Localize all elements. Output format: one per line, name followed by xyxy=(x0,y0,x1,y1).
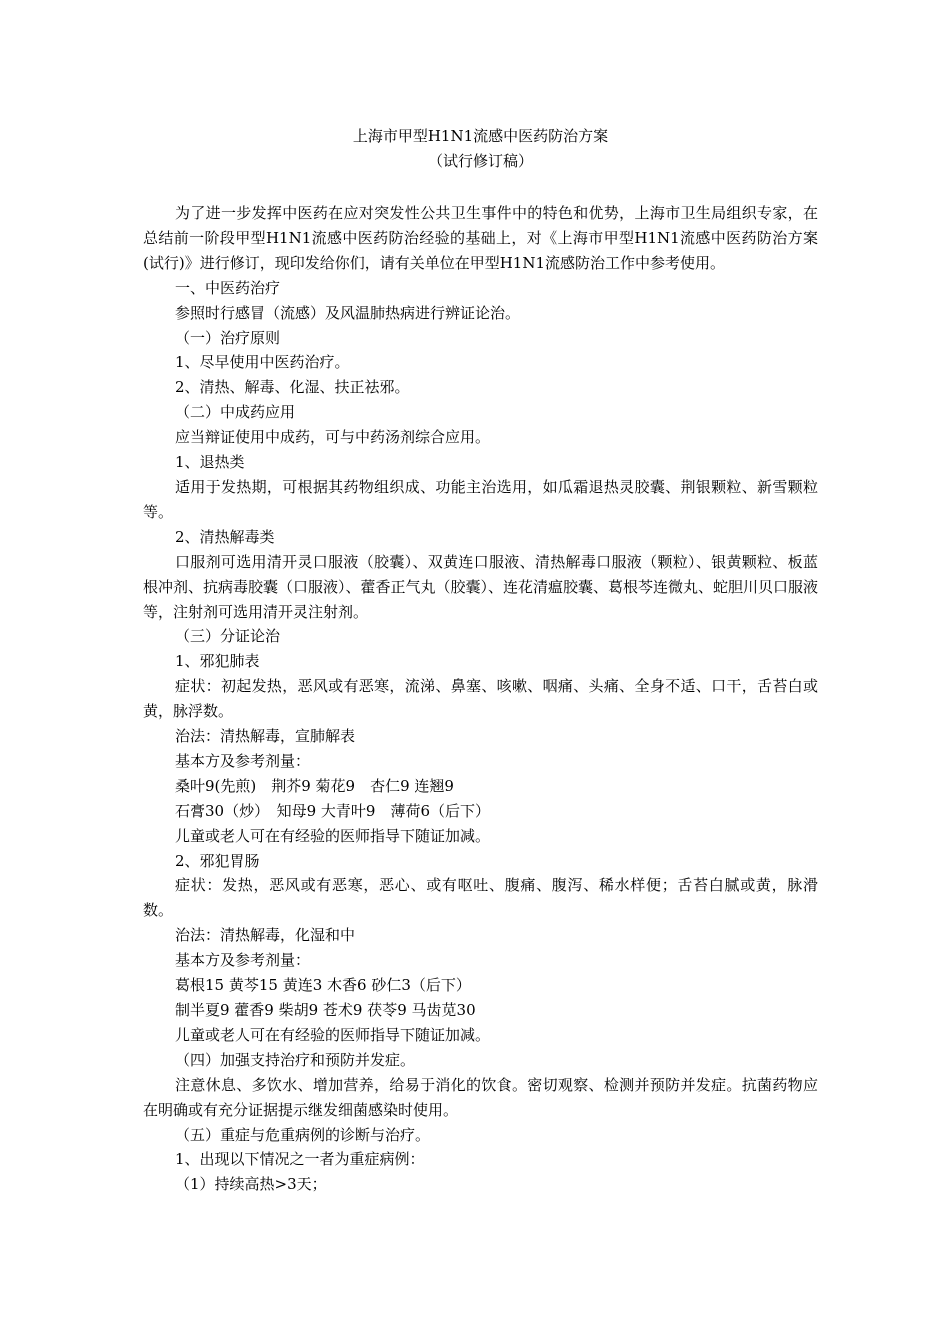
paragraph: 儿童或老人可在有经验的医师指导下随证加减。 xyxy=(175,1025,491,1044)
list-item: 1、退热类 xyxy=(175,453,245,472)
subsection-heading: （三）分证论治 xyxy=(175,627,281,646)
document-title: 上海市甲型H1N1流感中医药防治方案 xyxy=(352,127,609,145)
paragraph: 注意休息、多饮水、增加营养，给易于消化的饮食。密切观察、检测并预防并发症。抗菌药物应在明确或有充分证据提示继发细菌感染时使用。 xyxy=(143,1075,818,1119)
paragraph: 儿童或老人可在有经验的医师指导下随证加减。 xyxy=(175,826,491,845)
prescription-line: 桑叶9(先煎) 荆芥9 菊花9 杏仁9 连翘9 xyxy=(175,776,454,795)
list-item: 2、清热解毒类 xyxy=(175,527,275,546)
list-item: （1）持续高热>3天； xyxy=(175,1175,327,1194)
paragraph: 基本方及参考剂量： xyxy=(175,951,311,970)
prescription-line: 石膏30（炒） 知母9 大青叶9 薄荷6（后下） xyxy=(175,801,490,820)
paragraph: 症状：初起发热，恶风或有恶寒，流涕、鼻塞、咳嗽、咽痛、头痛、全身不适、口干，舌苔白或黄，脉浮数。 xyxy=(143,677,818,721)
list-item: 2、邪犯胃肠 xyxy=(175,851,260,870)
intro-paragraph: 为了进一步发挥中医药在应对突发性公共卫生事件中的特色和优势，上海市卫生局组织专家，在总结前一阶段甲型H1N1流感中医药防治经验的基础上，对《上海市甲型H1N1流感中医药防治方案(试行)》进行修订，现印发给你们，请有关单位在甲型H1N1流感防治工作中参考使用。 xyxy=(143,204,818,272)
subsection-heading: （一）治疗原则 xyxy=(175,328,281,347)
paragraph: 应当辩证使用中成药，可与中药汤剂综合应用。 xyxy=(175,428,491,447)
list-item: 1、尽早使用中医药治疗。 xyxy=(175,353,350,372)
document-subtitle: （试行修订稿） xyxy=(427,152,533,170)
document-body xyxy=(143,201,818,1197)
prescription-line: 葛根15 黄芩15 黄连3 木香6 砂仁3（后下） xyxy=(175,976,471,995)
subsection-heading: （四）加强支持治疗和预防并发症。 xyxy=(175,1050,416,1069)
paragraph: 基本方及参考剂量： xyxy=(175,751,311,770)
title-block xyxy=(143,124,818,174)
list-item: 1、出现以下情况之一者为重症病例： xyxy=(175,1150,425,1169)
subsection-heading: （五）重症与危重病例的诊断与治疗。 xyxy=(175,1125,431,1144)
paragraph: 参照时行感冒（流感）及风温肺热病进行辨证论治。 xyxy=(175,303,521,322)
list-item: 1、邪犯肺表 xyxy=(175,652,260,671)
paragraph: 口服剂可选用清开灵口服液（胶囊）、双黄连口服液、清热解毒口服液（颗粒）、银黄颗粒、板蓝根冲剂、抗病毒胶囊（口服液）、藿香正气丸（胶囊）、连花清瘟胶囊、葛根芩连微丸、蛇胆川贝口服液等，注射剂可选用清开灵注射剂。 xyxy=(143,552,819,621)
prescription-line: 制半夏9 藿香9 柴胡9 苍术9 茯苓9 马齿苋30 xyxy=(175,1001,476,1019)
paragraph: 适用于发热期，可根据其药物组织成、功能主治选用，如瓜霜退热灵胶囊、荆银颗粒、新雪颗粒等。 xyxy=(143,477,818,521)
section-heading: 一、中医药治疗 xyxy=(175,278,281,297)
paragraph: 症状：发热，恶风或有恶寒，恶心、或有呕吐、腹痛、腹泻、稀水样便；舌苔白腻或黄，脉滑数。 xyxy=(143,876,818,920)
subsection-heading: （二）中成药应用 xyxy=(175,403,296,422)
paragraph: 治法：清热解毒，宣肺解表 xyxy=(175,727,356,746)
paragraph: 治法：清热解毒，化湿和中 xyxy=(175,926,356,945)
list-item: 2、清热、解毒、化湿、扶正祛邪。 xyxy=(175,378,410,397)
